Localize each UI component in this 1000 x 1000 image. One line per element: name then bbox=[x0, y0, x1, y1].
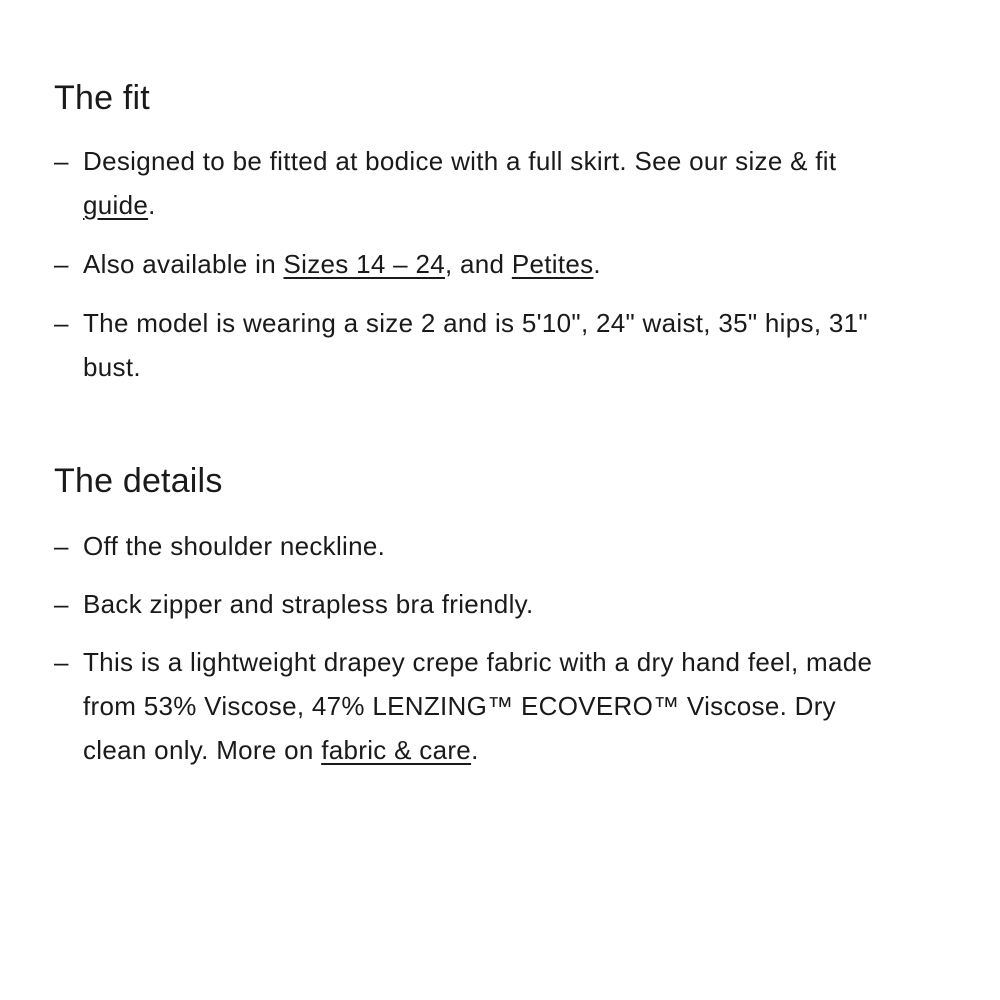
fit-bullet-model bbox=[54, 301, 874, 389]
dash-marker: – bbox=[54, 249, 69, 279]
fit-section bbox=[54, 76, 874, 389]
fit-bullet-availability bbox=[54, 242, 874, 286]
details-bullet-fabric bbox=[54, 640, 874, 772]
details-bullet-zipper bbox=[54, 582, 874, 626]
petites-link[interactable]: Petites bbox=[511, 249, 594, 279]
details-section bbox=[54, 459, 874, 772]
details-bullet-zipper-text: Back zipper and strapless bra friendly. bbox=[83, 589, 534, 619]
size-fit-guide-link[interactable]: guide bbox=[83, 190, 149, 220]
fit-bullet-fitted-end: . bbox=[148, 190, 156, 220]
fit-bullet-fitted bbox=[54, 139, 874, 227]
details-bullet-fabric-text: This is a lightweight drapey crepe fabric with a dry hand feel, made from 53% Viscose, 47% LENZING™ ECOVERO™ Viscose. Dry clean only. More on bbox=[83, 647, 873, 765]
details-bullet-neckline bbox=[54, 524, 874, 568]
fit-bullet-availability-end: . bbox=[593, 249, 601, 279]
dash-marker: – bbox=[54, 589, 69, 619]
dash-marker: – bbox=[54, 531, 69, 561]
fit-section-title: The fit bbox=[54, 79, 150, 117]
fit-bullet-list bbox=[54, 139, 874, 389]
dash-marker: – bbox=[54, 647, 69, 677]
sizes-14-24-link[interactable]: Sizes 14 – 24 bbox=[283, 249, 445, 279]
details-bullet-neckline-text: Off the shoulder neckline. bbox=[83, 531, 386, 561]
fit-bullet-availability-text: Also available in bbox=[83, 249, 284, 279]
fit-bullet-availability-middle: , and bbox=[444, 249, 512, 279]
dash-marker: – bbox=[54, 308, 69, 338]
dash-marker: – bbox=[54, 146, 69, 176]
details-bullet-fabric-end: . bbox=[471, 735, 479, 765]
details-bullet-list bbox=[54, 524, 874, 772]
details-section-title: The details bbox=[54, 462, 223, 500]
fit-bullet-model-text: The model is wearing a size 2 and is 5'10", 24" waist, 35" hips, 31" bust. bbox=[83, 308, 868, 382]
fabric-care-link[interactable]: fabric & care bbox=[321, 735, 472, 765]
fit-bullet-fitted-text: Designed to be fitted at bodice with a full skirt. See our size & fit bbox=[83, 146, 837, 176]
